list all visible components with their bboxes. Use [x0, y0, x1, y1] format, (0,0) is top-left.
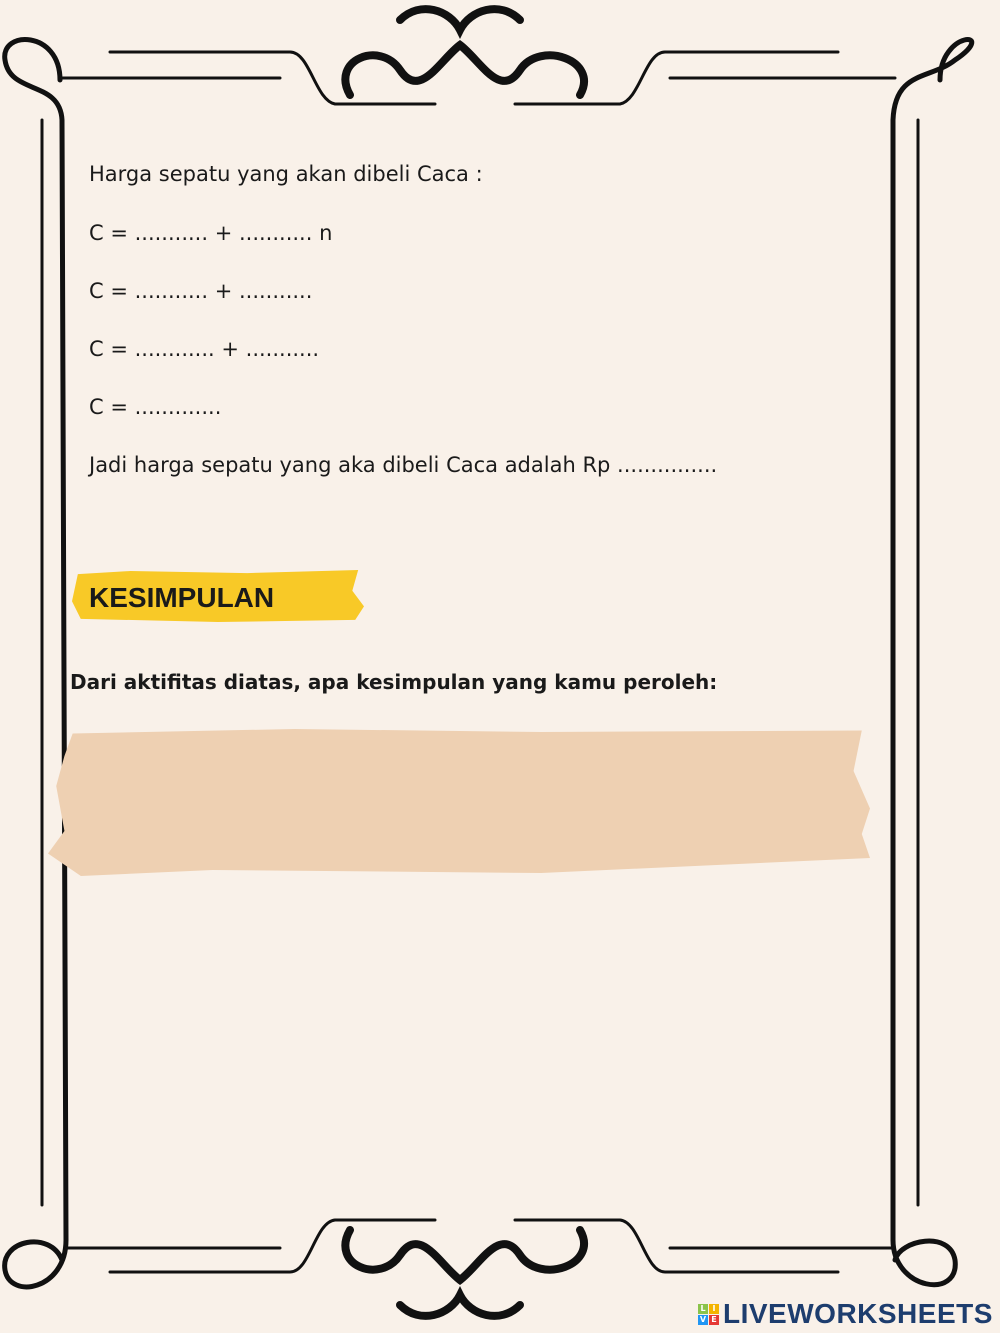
logo-mark-icon	[698, 1304, 719, 1325]
logo-letter: V	[699, 1314, 707, 1324]
equation-line-3: C = ............ + ...........	[89, 337, 320, 361]
logo-letter: I	[709, 1304, 719, 1314]
equation-line-2: C = ........... + ...........	[89, 279, 313, 303]
conclusion-price-line: Jadi harga sepatu yang aka dibeli Caca adalah Rp ...............	[89, 453, 718, 477]
logo-letter: L	[698, 1304, 708, 1314]
problem-intro: Harga sepatu yang akan dibeli Caca :	[89, 162, 483, 186]
equation-line-1: C = ........... + ........... n	[89, 221, 333, 245]
logo-text: LIVEWORKSHEETS	[723, 1298, 993, 1329]
section-title: KESIMPULAN	[89, 582, 275, 613]
conclusion-question: Dari aktifitas diatas, apa kesimpulan yang kamu peroleh:	[70, 670, 718, 694]
conclusion-answer-field[interactable]	[48, 726, 870, 876]
equation-line-4: C = .............	[89, 395, 222, 419]
logo-letter: E	[709, 1315, 719, 1325]
liveworksheets-logo	[698, 1298, 993, 1330]
